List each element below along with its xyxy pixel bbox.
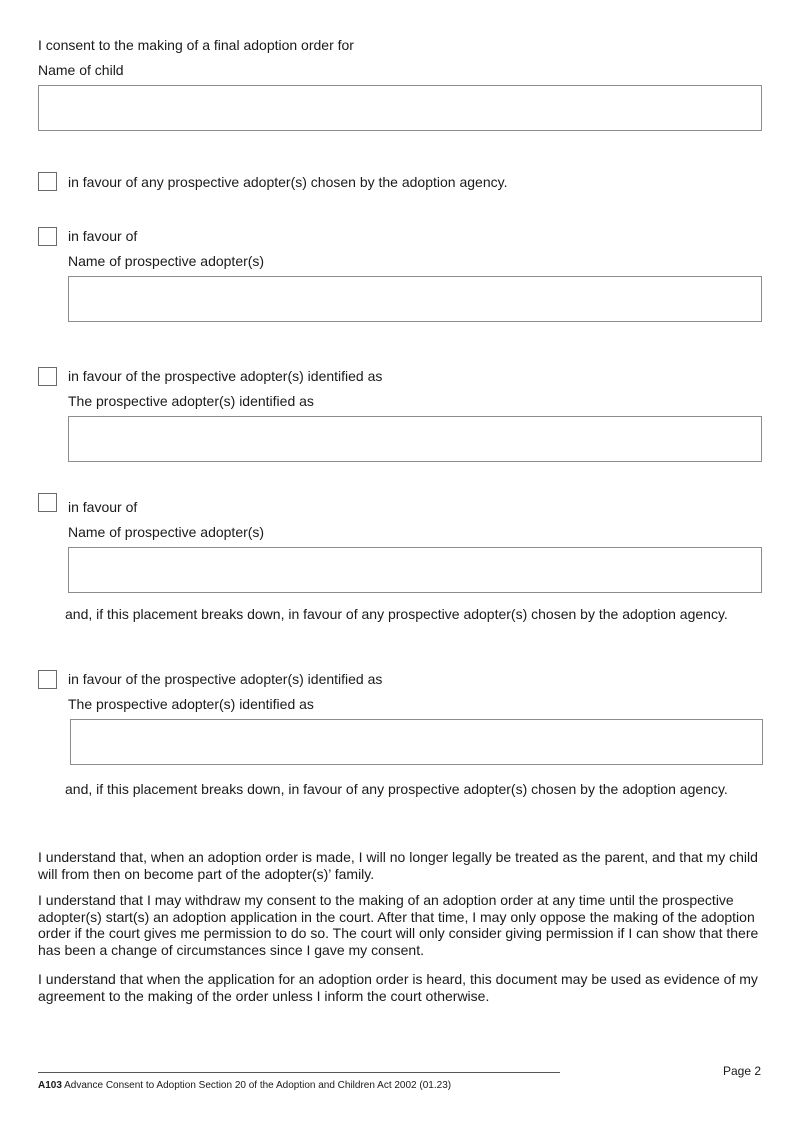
statement-withdraw-consent: I understand that I may withdraw my consent to the making of an adoption order at any time until the prospective adopter(s) start(s) an adoption application in the court. After that time, I may only oppose the making of the adoption order if the court gives me permission to do so. The court will only consider giving permission if I can show that there has been a change of circumstances since I gave my consent. <box>38 892 759 958</box>
child-name-input[interactable] <box>38 85 762 131</box>
option-identified-adopter-label: in favour of the prospective adopter(s) identified as <box>68 368 383 384</box>
option-identified-adopter-checkbox[interactable] <box>38 367 57 386</box>
fallback-adopter-name-input[interactable] <box>68 547 762 593</box>
fallback-identified-adopter-label: The prospective adopter(s) identified as <box>68 696 314 712</box>
fallback-note-2: and, if this placement breaks down, in favour of any prospective adopter(s) chosen by the adoption agency. <box>65 781 728 797</box>
option-identified-adopter-fallback-checkbox[interactable] <box>38 670 57 689</box>
adopter-name-label: Name of prospective adopter(s) <box>68 253 265 269</box>
adopter-name-input[interactable] <box>68 276 762 322</box>
child-name-label: Name of child <box>38 62 124 78</box>
footer-divider <box>38 1072 560 1073</box>
option-named-adopter-fallback-label: in favour of <box>68 499 138 515</box>
option-any-adopter-checkbox[interactable] <box>38 172 57 191</box>
statement-evidence: I understand that when the application for an adoption order is heard, this document may be used as evidence of my agreement to the making of the order unless I inform the court otherwise. <box>38 971 758 1004</box>
option-named-adopter-label: in favour of <box>68 228 138 244</box>
fallback-identified-adopter-input[interactable] <box>70 719 763 765</box>
statement-parental-status: I understand that, when an adoption order is made, I will no longer legally be treated as the parent, and that my child will from then on become part of the adopter(s)’ family. <box>38 849 758 882</box>
option-identified-adopter-fallback-label: in favour of the prospective adopter(s) identified as <box>68 671 383 687</box>
option-any-adopter-label: in favour of any prospective adopter(s) chosen by the adoption agency. <box>68 174 508 190</box>
consent-heading: I consent to the making of a final adoption order for <box>38 37 354 53</box>
form-code: A103 <box>38 1080 62 1091</box>
form-title: Advance Consent to Adoption Section 20 of the Adoption and Children Act 2002 (01.23) <box>64 1080 452 1091</box>
identified-adopter-label: The prospective adopter(s) identified as <box>68 393 314 409</box>
identified-adopter-input[interactable] <box>68 416 762 462</box>
option-named-adopter-checkbox[interactable] <box>38 227 57 246</box>
footer-form-info <box>38 1077 451 1094</box>
option-named-adopter-fallback-checkbox[interactable] <box>38 493 57 512</box>
page-number: Page 2 <box>723 1064 762 1078</box>
fallback-note: and, if this placement breaks down, in favour of any prospective adopter(s) chosen by the adoption agency. <box>65 606 728 622</box>
fallback-adopter-name-label: Name of prospective adopter(s) <box>68 524 265 540</box>
